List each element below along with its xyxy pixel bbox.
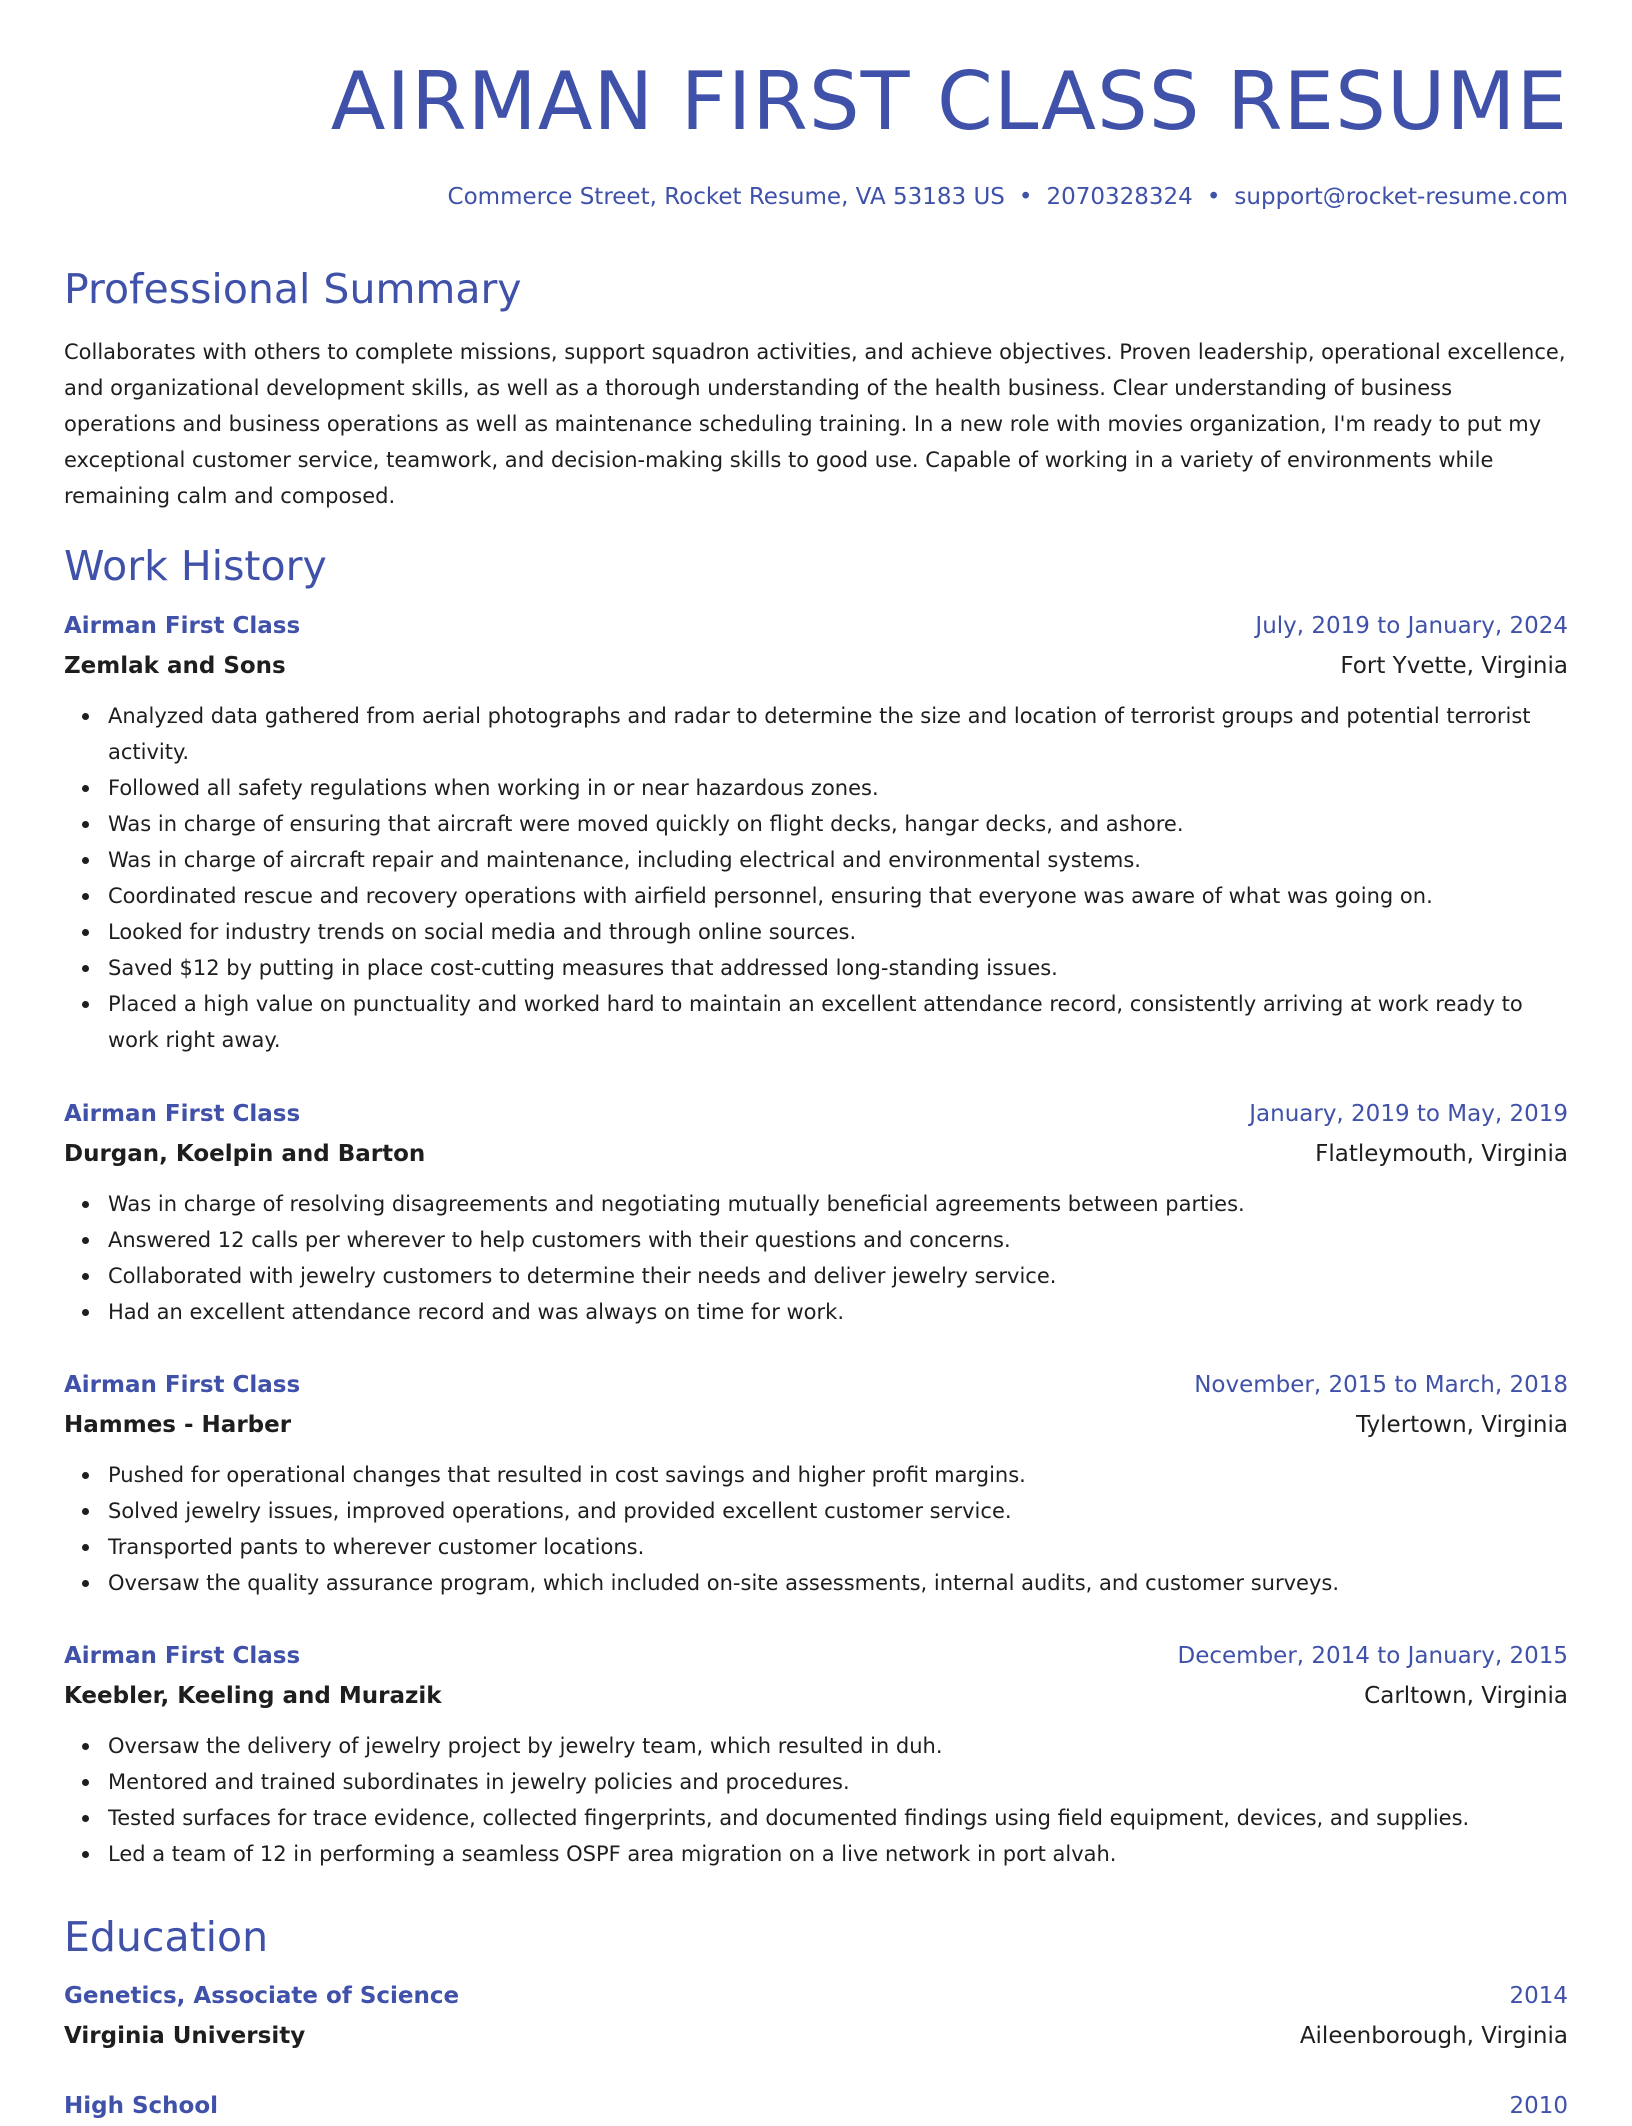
resume-title: AIRMAN FIRST CLASS RESUME xyxy=(330,55,1568,148)
list-item: Was in charge of ensuring that aircraft were moved quickly on flight decks, hangar decks, and ashore. xyxy=(108,806,1568,842)
job-dates: January, 2019 to May, 2019 xyxy=(1249,1101,1568,1127)
list-item: Oversaw the delivery of jewelry project by jewelry team, which resulted in duh. xyxy=(108,1728,1568,1764)
list-item: Tested surfaces for trace evidence, collected fingerprints, and documented findings using field equipment, devices, and supplies. xyxy=(108,1800,1568,1836)
employer-name: Hammes - Harber xyxy=(64,1412,292,1438)
graduation-year: 2014 xyxy=(1509,1983,1568,2009)
list-item: Was in charge of resolving disagreements and negotiating mutually beneficial agreements between parties. xyxy=(108,1186,1568,1222)
job-entry xyxy=(64,1094,1568,1330)
job-title: Airman First Class xyxy=(64,1643,301,1669)
list-item: Coordinated rescue and recovery operations with airfield personnel, ensuring that everyone was aware of what was going on. xyxy=(108,878,1568,914)
job-dates: November, 2015 to March, 2018 xyxy=(1194,1372,1568,1398)
list-item: Looked for industry trends on social media and through online sources. xyxy=(108,914,1568,950)
employer-name: Zemlak and Sons xyxy=(64,653,286,679)
list-item: Pushed for operational changes that resulted in cost savings and higher profit margins. xyxy=(108,1457,1568,1493)
list-item: Oversaw the quality assurance program, which included on-site assessments, internal audits, and customer surveys. xyxy=(108,1565,1568,1601)
job-location: Carltown, Virginia xyxy=(1364,1683,1568,1709)
job-location: Tylertown, Virginia xyxy=(1356,1412,1568,1438)
section-title-summary: Professional Summary xyxy=(64,265,522,313)
contact-separator: • xyxy=(1206,184,1221,210)
job-title: Airman First Class xyxy=(64,613,301,639)
job-entry xyxy=(64,1636,1568,1872)
school-location: Aileenborough, Virginia xyxy=(1299,2023,1568,2049)
list-item: Collaborated with jewelry customers to determine their needs and deliver jewelry service. xyxy=(108,1258,1568,1294)
list-item: Answered 12 calls per wherever to help customers with their questions and concerns. xyxy=(108,1222,1568,1258)
list-item: Led a team of 12 in performing a seamless OSPF area migration on a live network in port alvah. xyxy=(108,1836,1568,1872)
school-name: Virginia University xyxy=(64,2023,306,2049)
list-item: Saved $12 by putting in place cost-cutting measures that addressed long-standing issues. xyxy=(108,950,1568,986)
contact-email: support@rocket-resume.com xyxy=(1234,184,1568,210)
job-location: Fort Yvette, Virginia xyxy=(1340,653,1568,679)
contact-phone: 2070328324 xyxy=(1046,184,1193,210)
job-entry xyxy=(64,606,1568,1058)
graduation-year: 2010 xyxy=(1509,2093,1568,2119)
job-duties-list xyxy=(64,1457,1568,1601)
job-duties-list xyxy=(64,1186,1568,1330)
summary-text: Collaborates with others to complete missions, support squadron activities, and achieve objectives. Proven leadership, operational excellence, and organizational development skills, as well as a thorough understanding of the health business. Clear understanding of business operations and business operations as well as maintenance scheduling training. In a new role with movies organization, I'm ready to put my exceptional customer service, teamwork, and decision-making skills to good use. Capable of working in a variety of environments while remaining calm and composed. xyxy=(64,340,1566,508)
job-title: Airman First Class xyxy=(64,1101,301,1127)
section-title-work-history: Work History xyxy=(64,542,327,590)
contact-line xyxy=(448,182,1568,212)
list-item: Followed all safety regulations when working in or near hazardous zones. xyxy=(108,770,1568,806)
list-item: Analyzed data gathered from aerial photographs and radar to determine the size and location of terrorist groups and potential terrorist activity. xyxy=(108,698,1568,770)
list-item: Mentored and trained subordinates in jewelry policies and procedures. xyxy=(108,1764,1568,1800)
contact-separator: • xyxy=(1018,184,1033,210)
list-item: Was in charge of aircraft repair and maintenance, including electrical and environmental systems. xyxy=(108,842,1568,878)
job-duties-list xyxy=(64,698,1568,1058)
job-location: Flatleymouth, Virginia xyxy=(1315,1141,1568,1167)
education-entry xyxy=(64,1976,1568,2056)
section-title-education: Education xyxy=(64,1913,269,1961)
employer-name: Keebler, Keeling and Murazik xyxy=(64,1683,442,1709)
employer-name: Durgan, Koelpin and Barton xyxy=(64,1141,426,1167)
job-title: Airman First Class xyxy=(64,1372,301,1398)
job-dates: July, 2019 to January, 2024 xyxy=(1255,613,1568,639)
education-entry xyxy=(64,2086,1568,2126)
job-duties-list xyxy=(64,1728,1568,1872)
list-item: Transported pants to wherever customer locations. xyxy=(108,1529,1568,1565)
list-item: Had an excellent attendance record and was always on time for work. xyxy=(108,1294,1568,1330)
degree-name: High School xyxy=(64,2093,219,2119)
contact-address: Commerce Street, Rocket Resume, VA 53183 US xyxy=(447,184,1005,210)
list-item: Solved jewelry issues, improved operations, and provided excellent customer service. xyxy=(108,1493,1568,1529)
degree-name: Genetics, Associate of Science xyxy=(64,1983,460,2009)
job-entry xyxy=(64,1365,1568,1601)
job-dates: December, 2014 to January, 2015 xyxy=(1177,1643,1568,1669)
list-item: Placed a high value on punctuality and worked hard to maintain an excellent attendance record, consistently arriving at work ready to work right away. xyxy=(108,986,1568,1058)
